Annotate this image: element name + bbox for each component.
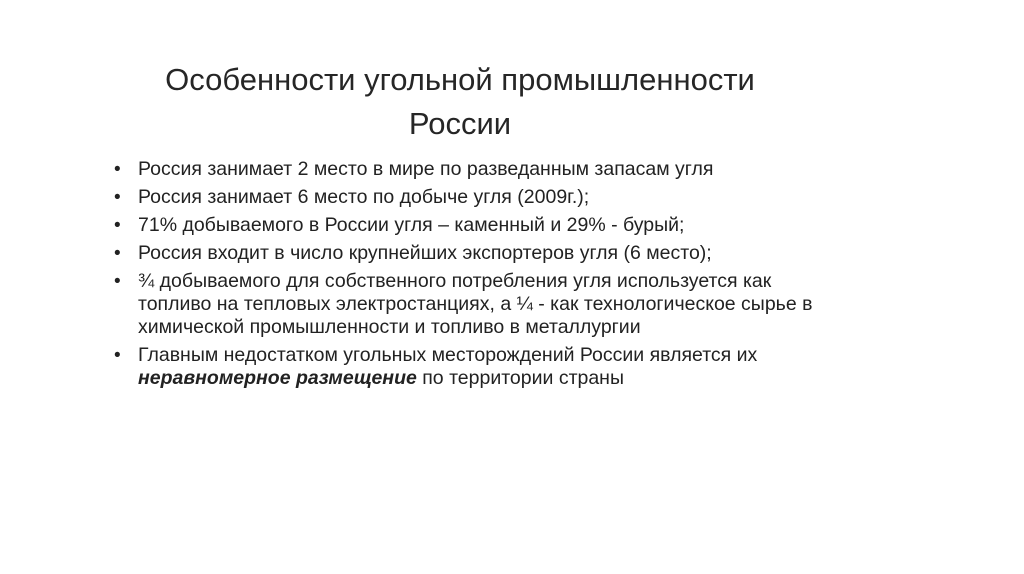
bullet-item (114, 344, 834, 390)
bullet-text: 71% добываемого в России угля – каменный и 29% - бурый; (138, 214, 685, 236)
bullet-dot-icon: • (114, 271, 121, 292)
bullet-dot-icon: • (114, 243, 121, 264)
bullet-dot-icon: • (114, 215, 121, 236)
slide-title-line-1: Особенности угольной промышленности (165, 62, 755, 97)
bullet-item (114, 158, 834, 181)
bullet-item (114, 214, 834, 237)
bullet-item (114, 242, 834, 265)
bullet-item (114, 270, 834, 339)
bullet-dot-icon: • (114, 345, 121, 366)
bullet-dot-icon: • (114, 187, 121, 208)
bullet-text-after: по территории страны (416, 367, 624, 389)
slide-title (100, 58, 820, 146)
bullet-text: Россия занимает 6 место по добыче угля (2009г.); (138, 186, 590, 208)
bullet-item (114, 186, 834, 209)
bullet-text: ¾ добываемого для собственного потребления угля используется как топливо на тепловых электростанциях, а ¼ - как технологическое сырье в химической промышленности и топливо в металлургии (138, 270, 813, 338)
bullet-text-emphasis: неравномерное размещение (138, 367, 417, 389)
slide-title-line-2: России (408, 106, 512, 141)
bullet-list (114, 158, 834, 395)
bullet-dot-icon: • (114, 159, 121, 180)
bullet-text: Россия занимает 2 место в мире по разведанным запасам угля (138, 158, 714, 180)
bullet-text-before: Главным недостатком угольных месторождений России является их (138, 344, 758, 366)
bullet-text: Россия входит в число крупнейших экспортеров угля (6 место); (138, 242, 712, 264)
